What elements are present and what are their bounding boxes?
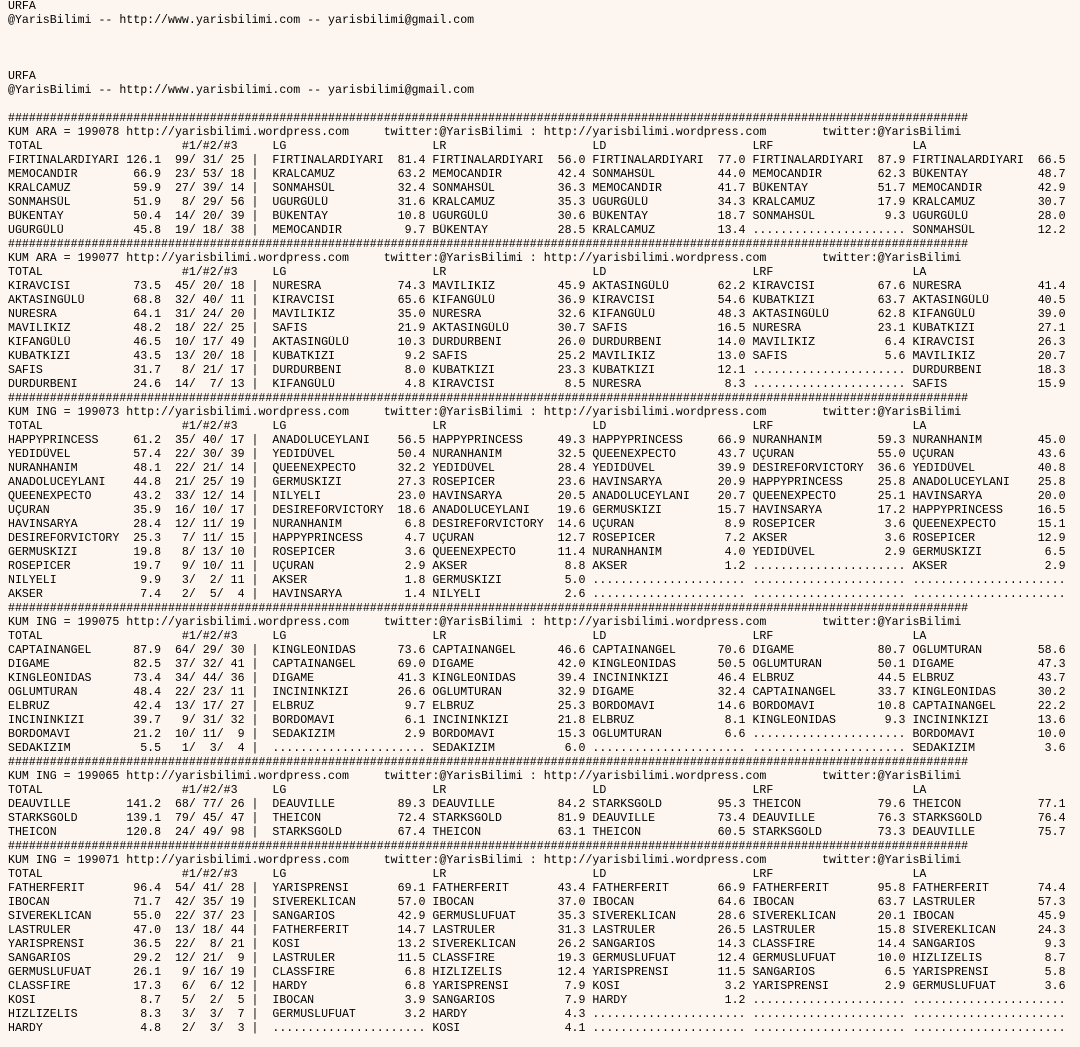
column-headers: TOTAL #1/#2/#3 LG LR LD LRF LA bbox=[8, 420, 927, 433]
result-row: GERMUSLUFUAT 26.1 9/ 16/ 19 | CLASSFIRE 6.8 HIZLIZELIS 12.4 YARISPRENSI 11.5 SANGARIOS 6.5 YARISPRENSI 5.8 bbox=[8, 966, 1066, 979]
result-row: HAPPYPRINCESS 61.2 35/ 40/ 17 | ANADOLUCEYLANI 56.5 HAPPYPRINCESS 49.3 HAPPYPRINCESS 66.9 NURANHANIM 59.3 NURANHANIM 45.0 bbox=[8, 434, 1066, 447]
result-row: DIGAME 82.5 37/ 32/ 41 | CAPTAINANGEL 69.0 DIGAME 42.0 KINGLEONIDAS 50.5 OGLUMTURAN 50.1 DIGAME 47.3 bbox=[8, 658, 1066, 671]
result-row: SANGARIOS 29.2 12/ 21/ 9 | LASTRULER 11.5 CLASSFIRE 19.3 GERMUSLUFUAT 12.4 GERMUSLUFUAT 10.0 HIZLIZELIS 8.7 bbox=[8, 952, 1066, 965]
header-title: URFA bbox=[8, 0, 36, 13]
header-credit: @YarisBilimi -- http://www.yarisbilimi.com -- yarisbilimi@gmail.com bbox=[8, 84, 475, 97]
result-row: AKTASINGÜLÜ 68.8 32/ 40/ 11 | KIRAVCISI 65.6 KIFANGÜLÜ 36.9 KIRAVCISI 54.6 KUBATKIZI 63.7 AKTASINGÜLÜ 40.5 bbox=[8, 294, 1066, 307]
column-headers: TOTAL #1/#2/#3 LG LR LD LRF LA bbox=[8, 140, 927, 153]
result-row: SIVEREKLICAN 55.0 22/ 37/ 23 | SANGARIOS 42.9 GERMUSLUFUAT 35.3 SIVEREKLICAN 28.6 SIVEREKLICAN 20.1 IBOCAN 45.9 bbox=[8, 910, 1066, 923]
result-row: DESIREFORVICTORY 25.3 7/ 11/ 15 | HAPPYPRINCESS 4.7 UÇURAN 12.7 ROSEPICER 7.2 AKSER 3.6 ROSEPICER 12.9 bbox=[8, 532, 1066, 545]
result-row: HIZLIZELIS 8.3 3/ 3/ 7 | GERMUSLUFUAT 3.2 HARDY 4.3 ...................... ...................... ...................... bbox=[8, 1008, 1066, 1021]
section-divider: ########################################################################################################################################## bbox=[8, 840, 969, 853]
race-header: KUM ING = 199071 http://yarisbilimi.wordpress.com twitter:@YarisBilimi : http://yarisbilimi.wordpress.com twitter:@YarisBilimi bbox=[8, 854, 962, 867]
spacer bbox=[8, 28, 1080, 42]
race-header: KUM ING = 199073 http://yarisbilimi.wordpress.com twitter:@YarisBilimi : http://yarisbilimi.wordpress.com twitter:@YarisBilimi bbox=[8, 406, 962, 419]
result-row: CLASSFIRE 17.3 6/ 6/ 12 | HARDY 6.8 YARISPRENSI 7.9 KOSI 3.2 YARISPRENSI 2.9 GERMUSLUFUAT 3.6 bbox=[8, 980, 1066, 993]
result-row: FATHERFERIT 96.4 54/ 41/ 28 | YARISPRENSI 69.1 FATHERFERIT 43.4 FATHERFERIT 66.9 FATHERFERIT 95.8 FATHERFERIT 74.4 bbox=[8, 882, 1066, 895]
result-row: KOSI 8.7 5/ 2/ 5 | IBOCAN 3.9 SANGARIOS 7.9 HARDY 1.2 ...................... ...................... bbox=[8, 994, 1066, 1007]
result-row: IBOCAN 71.7 42/ 35/ 19 | SIVEREKLICAN 57.0 IBOCAN 37.0 IBOCAN 64.6 IBOCAN 63.7 LASTRULER 57.3 bbox=[8, 896, 1066, 909]
race-header: KUM ING = 199075 http://yarisbilimi.wordpress.com twitter:@YarisBilimi : http://yarisbilimi.wordpress.com twitter:@YarisBilimi bbox=[8, 616, 962, 629]
result-row: YEDIDÜVEL 57.4 22/ 30/ 39 | YEDIDÜVEL 50.4 NURANHANIM 32.5 QUEENEXPECTO 43.7 UÇURAN 55.0 UÇURAN 43.6 bbox=[8, 448, 1066, 461]
result-row: SAFIS 31.7 8/ 21/ 17 | DURDURBENI 8.0 KUBATKIZI 23.3 KUBATKIZI 12.1 ...................... DURDURBENI 18.3 bbox=[8, 364, 1066, 377]
result-row: DEAUVILLE 141.2 68/ 77/ 26 | DEAUVILLE 89.3 DEAUVILLE 84.2 STARKSGOLD 95.3 THEICON 79.6 THEICON 77.1 bbox=[8, 798, 1066, 811]
result-row: QUEENEXPECTO 43.2 33/ 12/ 14 | NILYELI 23.0 HAVINSARYA 20.5 ANADOLUCEYLANI 20.7 QUEENEXPECTO 25.1 HAVINSARYA 20.0 bbox=[8, 490, 1066, 503]
result-row: LASTRULER 47.0 13/ 18/ 44 | FATHERFERIT 14.7 LASTRULER 31.3 LASTRULER 26.5 LASTRULER 15.8 SIVEREKLICAN 24.3 bbox=[8, 924, 1066, 937]
result-row: NURANHANIM 48.1 22/ 21/ 14 | QUEENEXPECTO 32.2 YEDIDÜVEL 28.4 YEDIDÜVEL 39.9 DESIREFORVICTORY 36.6 YEDIDÜVEL 40.8 bbox=[8, 462, 1066, 475]
result-row: BORDOMAVI 21.2 10/ 11/ 9 | SEDAKIZIM 2.9 BORDOMAVI 15.3 OGLUMTURAN 6.6 ...................... BORDOMAVI 10.0 bbox=[8, 728, 1066, 741]
result-row: ELBRUZ 42.4 13/ 17/ 27 | ELBRUZ 9.7 ELBRUZ 25.3 BORDOMAVI 14.6 BORDOMAVI 10.8 CAPTAINANGEL 22.2 bbox=[8, 700, 1066, 713]
result-row: KINGLEONIDAS 73.4 34/ 44/ 36 | DIGAME 41.3 KINGLEONIDAS 39.4 INCININKIZI 46.4 ELBRUZ 44.5 ELBRUZ 43.7 bbox=[8, 672, 1066, 685]
result-row: YARISPRENSI 36.5 22/ 8/ 21 | KOSI 13.2 SIVEREKLICAN 26.2 SANGARIOS 14.3 CLASSFIRE 14.4 SANGARIOS 9.3 bbox=[8, 938, 1066, 951]
result-row: OGLUMTURAN 48.4 22/ 23/ 11 | INCININKIZI 26.6 OGLUMTURAN 32.9 DIGAME 32.4 CAPTAINANGEL 33.7 KINGLEONIDAS 30.2 bbox=[8, 686, 1066, 699]
result-row: THEICON 120.8 24/ 49/ 98 | STARKSGOLD 67.4 THEICON 63.1 THEICON 60.5 STARKSGOLD 73.3 DEAUVILLE 75.7 bbox=[8, 826, 1066, 839]
column-headers: TOTAL #1/#2/#3 LG LR LD LRF LA bbox=[8, 784, 927, 797]
header-credit: @YarisBilimi -- http://www.yarisbilimi.com -- yarisbilimi@gmail.com bbox=[8, 14, 475, 27]
section-divider: ########################################################################################################################################## bbox=[8, 602, 969, 615]
spacer bbox=[8, 56, 1080, 70]
result-row: INCININKIZI 39.7 9/ 31/ 32 | BORDOMAVI 6.1 INCININKIZI 21.8 ELBRUZ 8.1 KINGLEONIDAS 9.3 INCININKIZI 13.6 bbox=[8, 714, 1066, 727]
result-row: BÜKENTAY 50.4 14/ 20/ 39 | BÜKENTAY 10.8 UGURGÜLÜ 30.6 BÜKENTAY 18.7 SONMAHSÜL 9.3 UGURGÜLÜ 28.0 bbox=[8, 210, 1066, 223]
race-header: KUM ARA = 199078 http://yarisbilimi.wordpress.com twitter:@YarisBilimi : http://yarisbilimi.wordpress.com twitter:@YarisBilimi bbox=[8, 126, 962, 139]
result-row: FIRTINALARDIYARI 126.1 99/ 31/ 25 | FIRTINALARDIYARI 81.4 FIRTINALARDIYARI 56.0 FIRTINALARDIYARI 77.0 FIRTINALARDIYARI 87.9 FIRTINALARDIYARI 66.5 bbox=[8, 154, 1066, 167]
result-row: DURDURBENI 24.6 14/ 7/ 13 | KIFANGÜLÜ 4.8 KIRAVCISI 8.5 NURESRA 8.3 ...................... SAFIS 15.9 bbox=[8, 378, 1066, 391]
result-row: CAPTAINANGEL 87.9 64/ 29/ 30 | KINGLEONIDAS 73.6 CAPTAINANGEL 46.6 CAPTAINANGEL 70.6 DIGAME 80.7 OGLUMTURAN 58.6 bbox=[8, 644, 1066, 657]
spacer bbox=[8, 98, 1080, 112]
column-headers: TOTAL #1/#2/#3 LG LR LD LRF LA bbox=[8, 266, 927, 279]
result-row: SEDAKIZIM 5.5 1/ 3/ 4 | ...................... SEDAKIZIM 6.0 ...................... ...................... SEDAKIZIM 3.6 bbox=[8, 742, 1066, 755]
result-row: AKSER 7.4 2/ 5/ 4 | HAVINSARYA 1.4 NILYELI 2.6 ...................... ...................... ...................... bbox=[8, 588, 1066, 601]
race-header: KUM ING = 199065 http://yarisbilimi.wordpress.com twitter:@YarisBilimi : http://yarisbilimi.wordpress.com twitter:@YarisBilimi bbox=[8, 770, 962, 783]
result-row: HARDY 4.8 2/ 3/ 3 | ...................... KOSI 4.1 ...................... ...................... ...................... bbox=[8, 1022, 1066, 1035]
race-report-document bbox=[8, 0, 1080, 1036]
result-row: HAVINSARYA 28.4 12/ 11/ 19 | NURANHANIM 6.8 DESIREFORVICTORY 14.6 UÇURAN 8.9 ROSEPICER 3.6 QUEENEXPECTO 15.1 bbox=[8, 518, 1066, 531]
results-table bbox=[8, 112, 1080, 1036]
section-divider: ########################################################################################################################################## bbox=[8, 392, 969, 405]
result-row: NILYELI 9.9 3/ 2/ 11 | AKSER 1.8 GERMUSKIZI 5.0 ...................... ...................... ...................... bbox=[8, 574, 1066, 587]
result-row: UÇURAN 35.9 16/ 10/ 17 | DESIREFORVICTORY 18.6 ANADOLUCEYLANI 19.6 GERMUSKIZI 15.7 HAVINSARYA 17.2 HAPPYPRINCESS 16.5 bbox=[8, 504, 1066, 517]
result-row: KIRAVCISI 73.5 45/ 20/ 18 | NURESRA 74.3 MAVILIKIZ 45.9 AKTASINGÜLÜ 62.2 KIRAVCISI 67.6 NURESRA 41.4 bbox=[8, 280, 1066, 293]
result-row: STARKSGOLD 139.1 79/ 45/ 47 | THEICON 72.4 STARKSGOLD 81.9 DEAUVILLE 73.4 DEAUVILLE 76.3 STARKSGOLD 76.4 bbox=[8, 812, 1066, 825]
result-row: KRALCAMUZ 59.9 27/ 39/ 14 | SONMAHSÜL 32.4 SONMAHSÜL 36.3 MEMOCANDIR 41.7 BÜKENTAY 51.7 MEMOCANDIR 42.9 bbox=[8, 182, 1066, 195]
section-divider: ########################################################################################################################################## bbox=[8, 756, 969, 769]
section-divider: ########################################################################################################################################## bbox=[8, 112, 969, 125]
race-header: KUM ARA = 199077 http://yarisbilimi.wordpress.com twitter:@YarisBilimi : http://yarisbilimi.wordpress.com twitter:@YarisBilimi bbox=[8, 252, 962, 265]
result-row: ANADOLUCEYLANI 44.8 21/ 25/ 19 | GERMUSKIZI 27.3 ROSEPICER 23.6 HAVINSARYA 20.9 HAPPYPRINCESS 25.8 ANADOLUCEYLANI 25.8 bbox=[8, 476, 1066, 489]
spacer bbox=[8, 42, 1080, 56]
result-row: KUBATKIZI 43.5 13/ 20/ 18 | KUBATKIZI 9.2 SAFIS 25.2 MAVILIKIZ 13.0 SAFIS 5.6 MAVILIKIZ 20.7 bbox=[8, 350, 1066, 363]
result-row: MAVILIKIZ 48.2 18/ 22/ 25 | SAFIS 21.9 AKTASINGÜLÜ 30.7 SAFIS 16.5 NURESRA 23.1 KUBATKIZI 27.1 bbox=[8, 322, 1066, 335]
result-row: UGURGÜLÜ 45.8 19/ 18/ 38 | MEMOCANDIR 9.7 BÜKENTAY 28.5 KRALCAMUZ 13.4 ...................... SONMAHSÜL 12.2 bbox=[8, 224, 1066, 237]
header-title: URFA bbox=[8, 70, 36, 83]
section-divider: ########################################################################################################################################## bbox=[8, 238, 969, 251]
result-row: GERMUSKIZI 19.8 8/ 13/ 10 | ROSEPICER 3.6 QUEENEXPECTO 11.4 NURANHANIM 4.0 YEDIDÜVEL 2.9 GERMUSKIZI 6.5 bbox=[8, 546, 1066, 559]
result-row: ROSEPICER 19.7 9/ 10/ 11 | UÇURAN 2.9 AKSER 8.8 AKSER 1.2 ...................... AKSER 2.9 bbox=[8, 560, 1066, 573]
column-headers: TOTAL #1/#2/#3 LG LR LD LRF LA bbox=[8, 630, 927, 643]
result-row: SONMAHSÜL 51.9 8/ 29/ 56 | UGURGÜLÜ 31.6 KRALCAMUZ 35.3 UGURGÜLÜ 34.3 KRALCAMUZ 17.9 KRALCAMUZ 30.7 bbox=[8, 196, 1066, 209]
result-row: MEMOCANDIR 66.9 23/ 53/ 18 | KRALCAMUZ 63.2 MEMOCANDIR 42.4 SONMAHSÜL 44.0 MEMOCANDIR 62.3 BÜKENTAY 48.7 bbox=[8, 168, 1066, 181]
result-row: NURESRA 64.1 31/ 24/ 20 | MAVILIKIZ 35.0 NURESRA 32.6 KIFANGÜLÜ 48.3 AKTASINGÜLÜ 62.8 KIFANGÜLÜ 39.0 bbox=[8, 308, 1066, 321]
result-row: KIFANGÜLÜ 46.5 10/ 17/ 49 | AKTASINGÜLÜ 10.3 DURDURBENI 26.0 DURDURBENI 14.0 MAVILIKIZ 6.4 KIRAVCISI 26.3 bbox=[8, 336, 1066, 349]
column-headers: TOTAL #1/#2/#3 LG LR LD LRF LA bbox=[8, 868, 927, 881]
